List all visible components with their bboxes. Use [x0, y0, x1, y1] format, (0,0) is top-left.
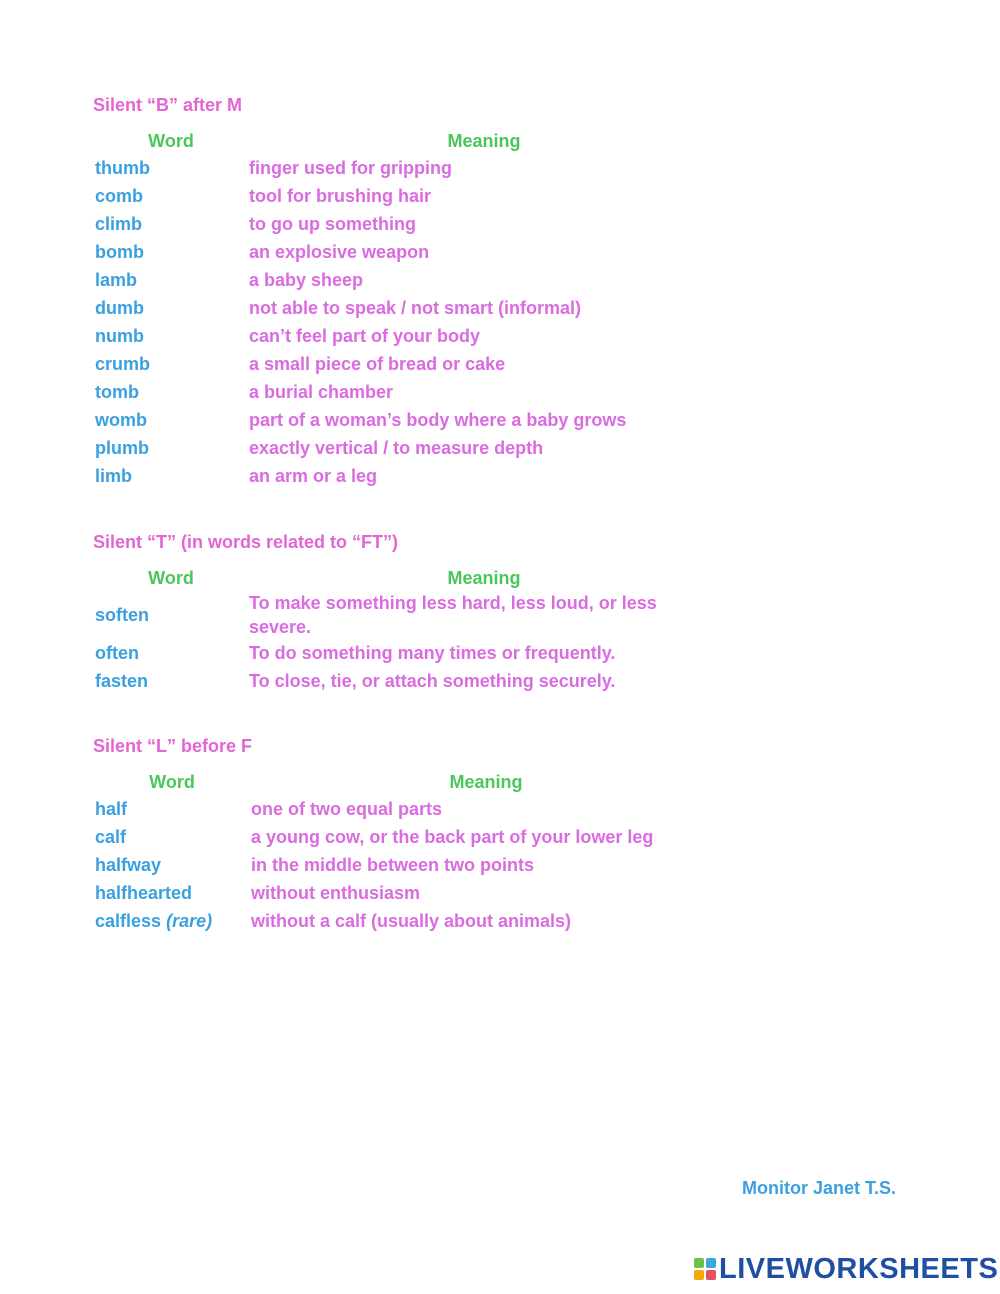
table-header [93, 565, 719, 591]
table-row [93, 667, 719, 695]
header-word: Word [149, 771, 195, 792]
live-blocks-icon [694, 1258, 716, 1280]
table-row [93, 907, 721, 935]
header-meaning: Meaning [447, 567, 521, 588]
word-cell: halfhearted [95, 883, 193, 903]
word-cell: crumb [95, 354, 151, 374]
table-row [93, 639, 719, 667]
meaning-cell: can’t feel part of your body [249, 326, 481, 346]
word-table [93, 128, 719, 490]
table-row [93, 294, 719, 322]
table-header [93, 769, 721, 795]
table-row [93, 350, 719, 378]
word-cell: halfway [95, 855, 162, 875]
word-cell: soften [95, 605, 149, 625]
section-silent-l [93, 735, 733, 935]
word-cell: climb [95, 214, 143, 234]
section-title: Silent “L” before F [93, 736, 253, 756]
table-row [93, 823, 721, 851]
word-cell: comb [95, 186, 144, 206]
meaning-cell: a baby sheep [249, 270, 364, 290]
meaning-cell: a burial chamber [249, 382, 394, 402]
section-silent-b [93, 94, 733, 490]
word-cell [93, 907, 251, 935]
table-row [93, 591, 719, 639]
word-cell: bomb [95, 242, 144, 262]
meaning-cell: without a calf (usually about animals) [251, 911, 572, 931]
meaning-cell: a young cow, or the back part of your lower leg [251, 827, 654, 847]
table-row [93, 154, 719, 182]
meaning-cell: an arm or a leg [249, 466, 378, 486]
word-cell: limb [95, 466, 133, 486]
logo-block-icon [706, 1270, 716, 1280]
table-header [93, 128, 719, 154]
table-row [93, 434, 719, 462]
table-row [93, 378, 719, 406]
table-row [93, 266, 719, 294]
word-table [93, 769, 721, 935]
meaning-cell: one of two equal parts [251, 799, 443, 819]
section-silent-t [93, 531, 733, 695]
table-row [93, 795, 721, 823]
word-cell: thumb [95, 158, 150, 178]
word-cell: dumb [95, 298, 144, 318]
word-cell: often [95, 643, 139, 663]
table-row [93, 879, 721, 907]
header-word: Word [148, 567, 194, 588]
section-title: Silent “B” after M [93, 95, 243, 115]
meaning-cell: To do something many times or frequently. [249, 643, 616, 663]
logo-block-icon [694, 1270, 704, 1280]
table-row [93, 182, 719, 210]
brand-name: LIVEWORKSHEETS [719, 1252, 999, 1285]
word-cell: plumb [95, 438, 149, 458]
meaning-cell: To make something less hard, less loud, or less severe. [249, 593, 657, 637]
word-cell: calf [95, 827, 127, 847]
word-cell: tomb [95, 382, 139, 402]
meaning-cell: a small piece of bread or cake [249, 354, 506, 374]
meaning-cell: not able to speak / not smart (informal) [249, 298, 582, 318]
word-cell: numb [95, 326, 144, 346]
word-cell: lamb [95, 270, 138, 290]
meaning-cell: exactly vertical / to measure depth [249, 438, 544, 458]
meaning-cell: finger used for gripping [249, 158, 452, 178]
meaning-cell: To close, tie, or attach something securely. [249, 671, 616, 691]
table-row [93, 851, 721, 879]
table-row [93, 406, 719, 434]
logo-block-icon [694, 1258, 704, 1268]
meaning-cell: without enthusiasm [251, 883, 421, 903]
word-cell: womb [95, 410, 147, 430]
header-meaning: Meaning [449, 771, 523, 792]
meaning-cell: to go up something [249, 214, 416, 234]
section-title: Silent “T” (in words related to “FT”) [93, 532, 399, 552]
meaning-cell: part of a woman’s body where a baby grows [249, 410, 627, 430]
signature: Monitor Janet T.S. [742, 1178, 897, 1198]
table-row [93, 322, 719, 350]
meaning-cell: in the middle between two points [251, 855, 535, 875]
word-cell: half [95, 799, 128, 819]
table-row [93, 210, 719, 238]
logo-block-icon [706, 1258, 716, 1268]
liveworksheets-logo [694, 1252, 998, 1286]
meaning-cell: an explosive weapon [249, 242, 430, 262]
header-word: Word [148, 130, 194, 151]
header-meaning: Meaning [447, 130, 521, 151]
table-row [93, 238, 719, 266]
word-cell: fasten [95, 671, 149, 691]
table-row [93, 462, 719, 490]
rare-note: (rare) [166, 911, 213, 931]
meaning-cell: tool for brushing hair [249, 186, 431, 206]
word-text: calfless [95, 911, 162, 931]
word-table [93, 565, 719, 695]
